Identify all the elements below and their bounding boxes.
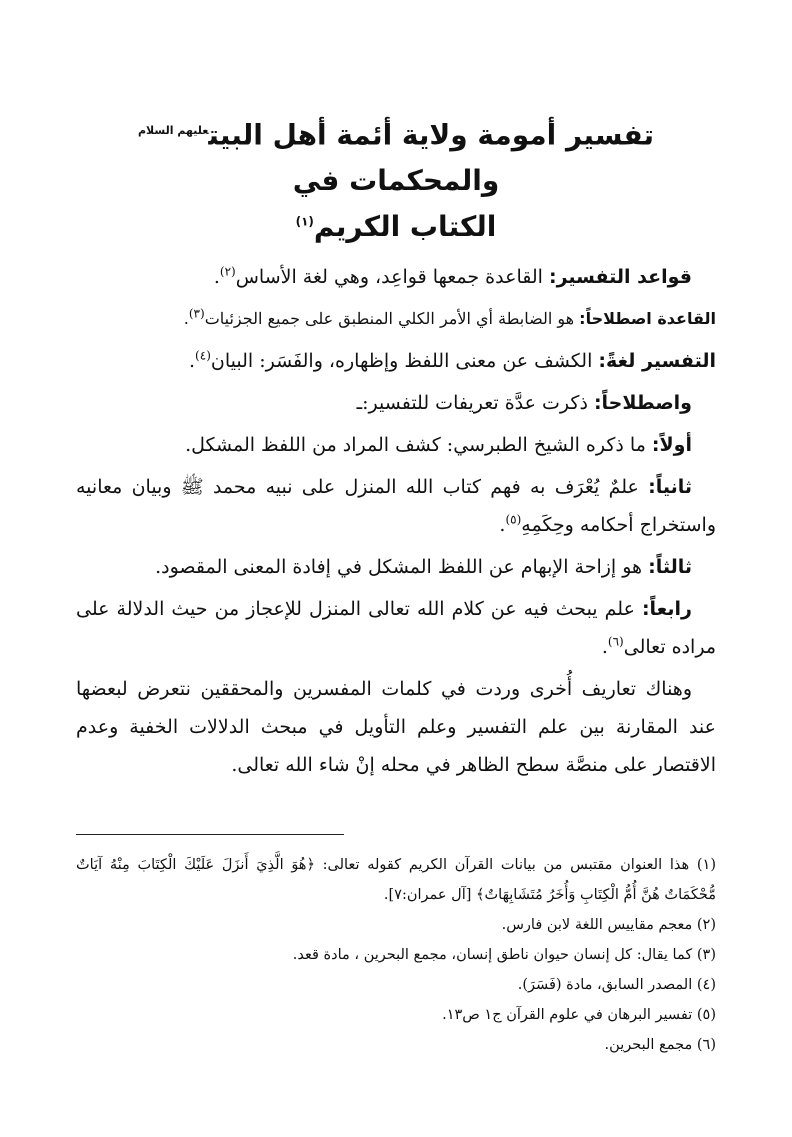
footnote-3	[76, 940, 716, 970]
page-body	[76, 108, 716, 788]
footnote-number: (٤)	[696, 977, 716, 993]
term-label: التفسير لغةً:	[598, 350, 716, 373]
footnote-number: (٣)	[696, 947, 716, 963]
footnote-text: معجم مقاييس اللغة لابن فارس.	[501, 917, 693, 933]
title-blessing: عليهم السلام	[138, 124, 209, 137]
paragraph-text: ما ذكره الشيخ الطبرسي: كشف المراد من اللفظ المشكل.	[185, 434, 652, 457]
paragraph-rule-definition	[76, 300, 716, 338]
paragraph-text: هو إزاحة الإبهام عن اللفظ المشكل في إفادة المعنى المقصود.	[155, 556, 649, 579]
paragraph-end: .	[499, 514, 506, 537]
page-title	[76, 108, 716, 250]
paragraph-tafsir-language	[76, 342, 716, 380]
term-label: رابعاً:	[641, 598, 692, 621]
footnote-1	[76, 850, 716, 910]
paragraph-other-definitions	[76, 670, 716, 784]
footnote-2	[76, 910, 716, 940]
footnote-ref: (٣)	[188, 307, 205, 321]
paragraph-text: هو الضابطة أي الأمر الكلي المنطبق على جميع الجزئيات	[204, 309, 580, 329]
title-footnote-ref: (١)	[295, 215, 314, 229]
term-label: ثالثاً:	[648, 556, 692, 579]
footnote-number: (٢)	[696, 917, 716, 933]
term-label: أولاً:	[651, 434, 692, 457]
footnotes	[76, 850, 716, 1060]
footnote-number: (٥)	[696, 1007, 716, 1023]
paragraph-third	[76, 548, 716, 586]
footnote-text: المصدر السابق، مادة (فَسَرَ).	[517, 977, 693, 993]
paragraph-text: علمٌ يُعْرَف به فهم كتاب الله المنزل على نبيه محمد ﷺ وبيان معانيه واستخراج أحكامه وحِكَمِهِ	[76, 476, 716, 537]
paragraph-fourth	[76, 590, 716, 666]
paragraph-text: الكشف عن معنى اللفظ وإظهاره، والفَسَر: البيان	[210, 350, 599, 373]
paragraph-end: .	[601, 636, 608, 659]
paragraph-end: .	[213, 266, 220, 289]
footnote-text: مجمع البحرين.	[604, 1037, 693, 1053]
footnote-ref: (٦)	[607, 635, 624, 649]
footnote-text: كما يقال: كل إنسان حيوان ناطق إنسان، مجمع البحرين ، مادة قعد.	[292, 947, 693, 963]
paragraph-text: وهناك تعاريف أُخرى وردت في كلمات المفسرين والمحققين نتعرض لبعضها عند المقارنة بين علم التفسير وعلم التأويل في مبحث الدلالات الخفية وعدم الاقتصار على منصَّة سطح الظاهر في محله إنْ شاء الله تعالى.	[76, 678, 716, 777]
term-label: القاعدة اصطلاحاً:	[579, 309, 716, 329]
paragraph-end: .	[189, 350, 196, 373]
paragraph-first	[76, 426, 716, 464]
paragraph-text: علم يبحث فيه عن كلام الله تعالى المنزل للإعجاز من حيث الدلالة على مراده تعالى	[76, 598, 716, 659]
footnote-divider	[76, 834, 344, 835]
footnote-ref: (٥)	[505, 513, 522, 527]
term-label: قواعد التفسير:	[548, 266, 692, 289]
paragraph-tafsir-rules	[76, 258, 716, 296]
footnote-4	[76, 970, 716, 1000]
term-label: واصطلاحاً:	[593, 392, 692, 415]
paragraph-text: القاعدة جمعها قواعِد، وهي لغة الأساس	[235, 266, 549, 289]
paragraph-second	[76, 468, 716, 544]
footnote-6	[76, 1030, 716, 1060]
paragraph-text: ذكرت عدَّة تعريفات للتفسير:ـ	[356, 392, 594, 415]
paragraph-terminology	[76, 384, 716, 422]
footnote-number: (٦)	[696, 1037, 716, 1053]
title-line-2: الكتاب الكريم	[313, 210, 497, 244]
footnote-number: (١)	[696, 857, 717, 873]
title-line-1: تفسير أمومة ولاية أئمة أهل البيت	[208, 118, 654, 152]
footnote-5	[76, 1000, 716, 1030]
footnote-text: تفسير البرهان في علوم القرآن ج١ ص١٣.	[442, 1007, 693, 1023]
paragraph-end: .	[183, 309, 189, 329]
footnote-ref: (٢)	[219, 265, 236, 279]
footnote-ref: (٤)	[195, 349, 211, 363]
title-line-1-rest: والمحكمات في	[292, 164, 500, 198]
term-label: ثانياً:	[648, 476, 692, 499]
footnote-text: هذا العنوان مقتبس من بيانات القرآن الكريم كقوله تعالى: ﴿هُوَ الَّذِيَ أَنزَلَ عَلَيْكَ الْكِتَابَ مِنْهُ آيَاتٌ مُّحْكَمَاتٌ هُنَّ أُمُّ الْكِتَابِ وَأُخَرُ مُتَشَابِهَاتٌ﴾ [آل عمران:٧].	[76, 857, 716, 903]
